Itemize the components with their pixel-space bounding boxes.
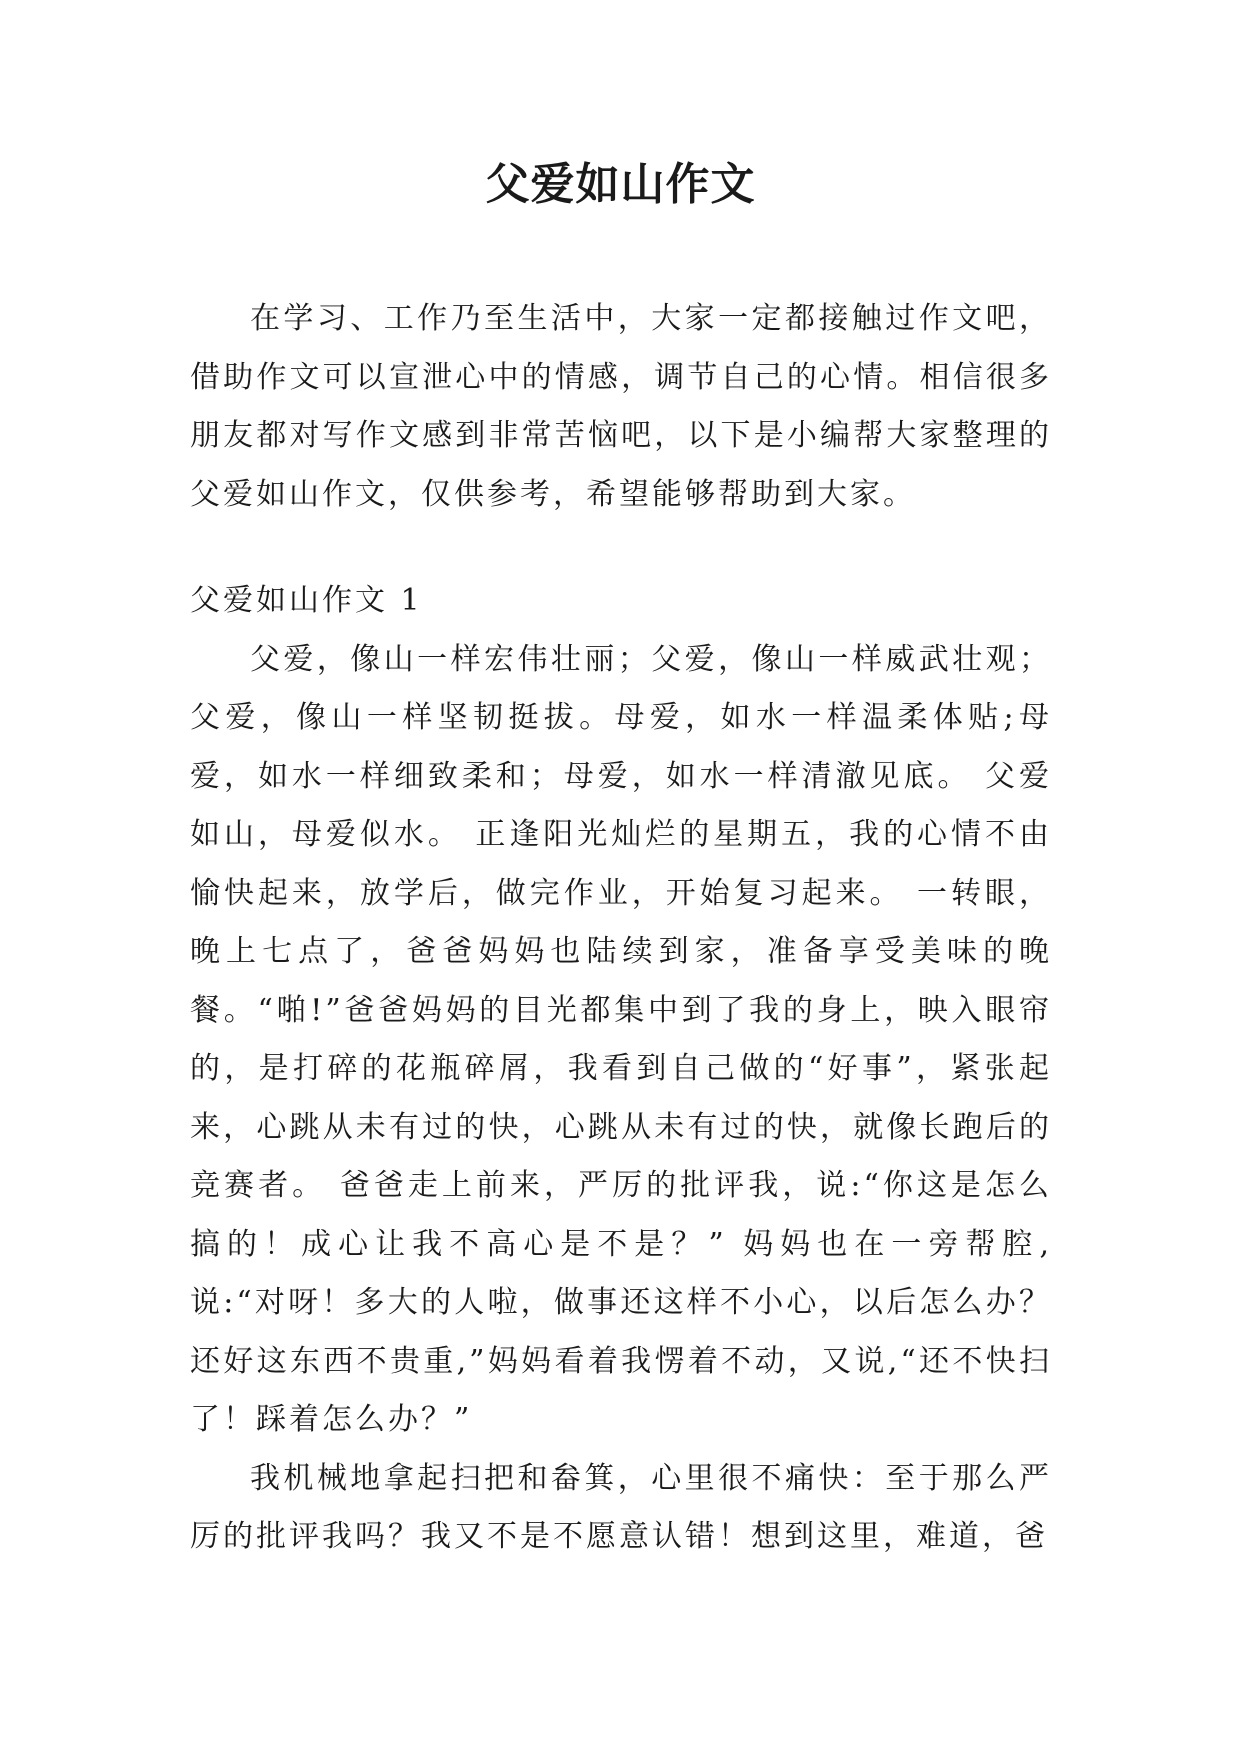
intro-paragraph: 在学习、工作乃至生活中，大家一定都接触过作文吧，借助作文可以宣泄心中的情感，调节自己的心情。相信很多朋友都对写作文感到非常苦恼吧，以下是小编帮大家整理的父爱如山作文，仅供参考，希望能够帮助到大家。 [190, 301, 1052, 512]
body-paragraph: 父爱，像山一样宏伟壮丽；父爱，像山一样威武壮观；父爱，像山一样坚韧挺拔。母爱，如水一样温柔体贴;母爱，如水一样细致柔和；母爱，如水一样清澈见底。 父爱如山，母爱似水。 正逢阳光灿烂的星期五，我的心情不由愉快起来，放学后，做完作业，开始复习起来。 一转眼，晚上七点了，爸爸妈妈也陆续到家，准备享受美味的晚餐。“啪!”爸爸妈妈的目光都集中到了我的身上，映入眼帘的，是打碎的花瓶碎屑，我看到自己做的“好事”，紧张起来，心跳从未有过的快，心跳从未有过的快，就像长跑后的竞赛者。 爸爸走上前来，严厉的批评我，说:“你这是怎么搞的！成心让我不高心是不是？” 妈妈也在一旁帮腔,说:“对呀！多大的人啦，做事还这样不小心，以后怎么办？还好这东西不贵重,”妈妈看着我愣着不动，又说,“还不快扫了！踩着怎么办？” [190, 641, 1052, 1437]
document-title: 父爱如山作文 [485, 159, 756, 210]
essay-section [190, 572, 1052, 1567]
body-paragraph: 我机械地拿起扫把和畚箕，心里很不痛快：至于那么严厉的批评我吗？我又不是不愿意认错！想到这里，难道，爸 [190, 1460, 1052, 1554]
section-heading: 父爱如山作文 1 [190, 583, 423, 618]
document-body [190, 290, 1052, 1567]
